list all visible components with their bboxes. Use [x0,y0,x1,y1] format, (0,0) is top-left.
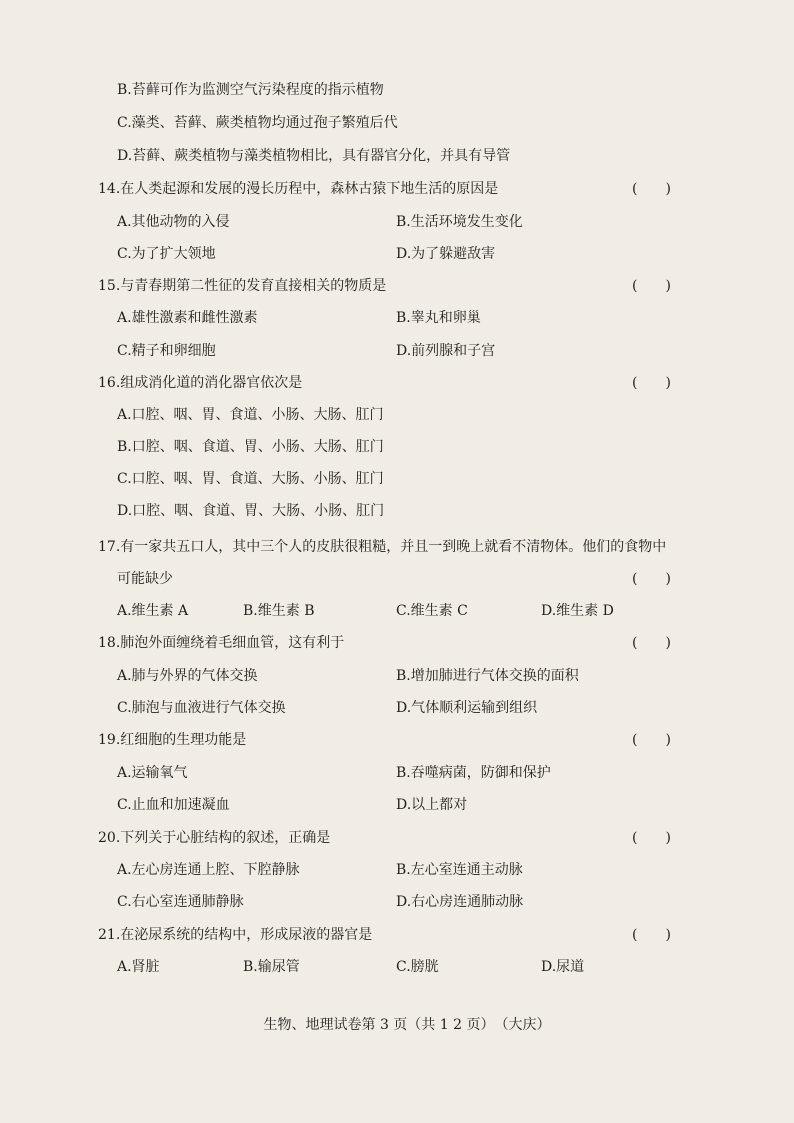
option: B.维生素 B [243,603,315,619]
option: A.运输氧气 [117,765,188,781]
question-16-option-b: B.口腔、咽、食道、胃、小肠、大肠、肛门 [117,439,384,455]
question-stem-continued: 可能缺少 [117,571,173,587]
question-20-options-row-2 [0,886,794,918]
question-stem: 19.红细胞的生理功能是 [98,732,247,748]
option: A.左心房连通上腔、下腔静脉 [117,862,300,878]
question-14-options-row-2 [0,238,794,270]
question-stem: 18.肺泡外面缠绕着毛细血管，这有利于 [98,635,345,651]
answer-blank: ( ) [632,278,671,294]
question-13-option-d: D.苔藓、蕨类植物与藻类植物相比，具有器官分化，并具有导管 [117,148,511,164]
answer-blank: ( ) [632,181,671,197]
answer-blank: ( ) [632,571,671,587]
question-18-options-row-2 [0,692,794,724]
option: B.生活环境发生变化 [396,214,523,230]
question-17-stem-continued [0,563,794,595]
question-16-option-a: A.口腔、咽、胃、食道、小肠、大肠、肛门 [117,407,384,423]
option: B.睾丸和卵巢 [396,310,481,326]
option: B.增加肺进行气体交换的面积 [396,668,579,684]
question-stem: 14.在人类起源和发展的漫长历程中，森林古猿下地生活的原因是 [98,181,499,197]
question-stem: 20.下列关于心脏结构的叙述，正确是 [98,830,331,846]
page-footer: 生物、地理试卷第 3 页（共 1 2 页） （大庆） [263,1017,551,1033]
option: A.维生素 A [117,603,189,619]
option: D.尿道 [541,959,585,975]
question-13-option-b: B.苔藓可作为监测空气污染程度的指示植物 [117,82,384,98]
question-17-stem [0,531,794,563]
question-14-options-row-1 [0,206,794,238]
answer-blank: ( ) [632,927,671,943]
question-18-options-row-1 [0,660,794,692]
question-13-option-c: C.藻类、苔藓、蕨类植物均通过孢子繁殖后代 [117,115,398,131]
question-16-option-c: C.口腔、咽、胃、食道、大肠、小肠、肛门 [117,471,384,487]
question-21-stem [0,919,794,951]
option: C.止血和加速凝血 [117,797,230,813]
option: C.精子和卵细胞 [117,343,216,359]
answer-blank: ( ) [632,732,671,748]
option: A.雄性激素和雌性激素 [117,310,258,326]
answer-blank: ( ) [632,375,671,391]
question-16-stem [0,367,794,399]
question-18-stem [0,627,794,659]
option: A.肾脏 [117,959,160,975]
question-stem: 17.有一家共五口人，其中三个人的皮肤很粗糙，并且一到晚上就看不清物体。他们的食物中 [98,539,667,555]
question-14-stem [0,173,794,205]
question-20-options-row-1 [0,854,794,886]
question-19-options-row-1 [0,757,794,789]
question-stem: 21.在泌尿系统的结构中，形成尿液的器官是 [98,927,373,943]
option: B.左心室连通主动脉 [396,862,523,878]
option: C.右心室连通肺静脉 [117,894,244,910]
answer-blank: ( ) [632,830,671,846]
question-15-options-row-1 [0,302,794,334]
option: C.肺泡与血液进行气体交换 [117,700,286,716]
question-17-options [0,595,794,627]
question-15-options-row-2 [0,335,794,367]
option: D.为了躲避敌害 [396,246,496,262]
answer-blank: ( ) [632,635,671,651]
question-19-options-row-2 [0,789,794,821]
option: A.其他动物的入侵 [117,214,230,230]
option: D.右心房连通肺动脉 [396,894,524,910]
question-20-stem [0,822,794,854]
option: C.膀胱 [396,959,439,975]
question-21-options [0,951,794,983]
question-15-stem [0,270,794,302]
option: B.吞噬病菌，防御和保护 [396,765,551,781]
option: D.维生素 D [541,603,614,619]
option: D.前列腺和子宫 [396,343,496,359]
question-stem: 15.与青春期第二性征的发育直接相关的物质是 [98,278,387,294]
option: C.维生素 C [396,603,468,619]
question-16-option-d: D.口腔、咽、食道、胃、大肠、小肠、肛门 [117,503,385,519]
question-stem: 16.组成消化道的消化器官依次是 [98,375,303,391]
option: D.气体顺利运输到组织 [396,700,538,716]
question-19-stem [0,724,794,756]
option: D.以上都对 [396,797,468,813]
option: B.输尿管 [243,959,300,975]
option: C.为了扩大领地 [117,246,216,262]
option: A.肺与外界的气体交换 [117,668,258,684]
